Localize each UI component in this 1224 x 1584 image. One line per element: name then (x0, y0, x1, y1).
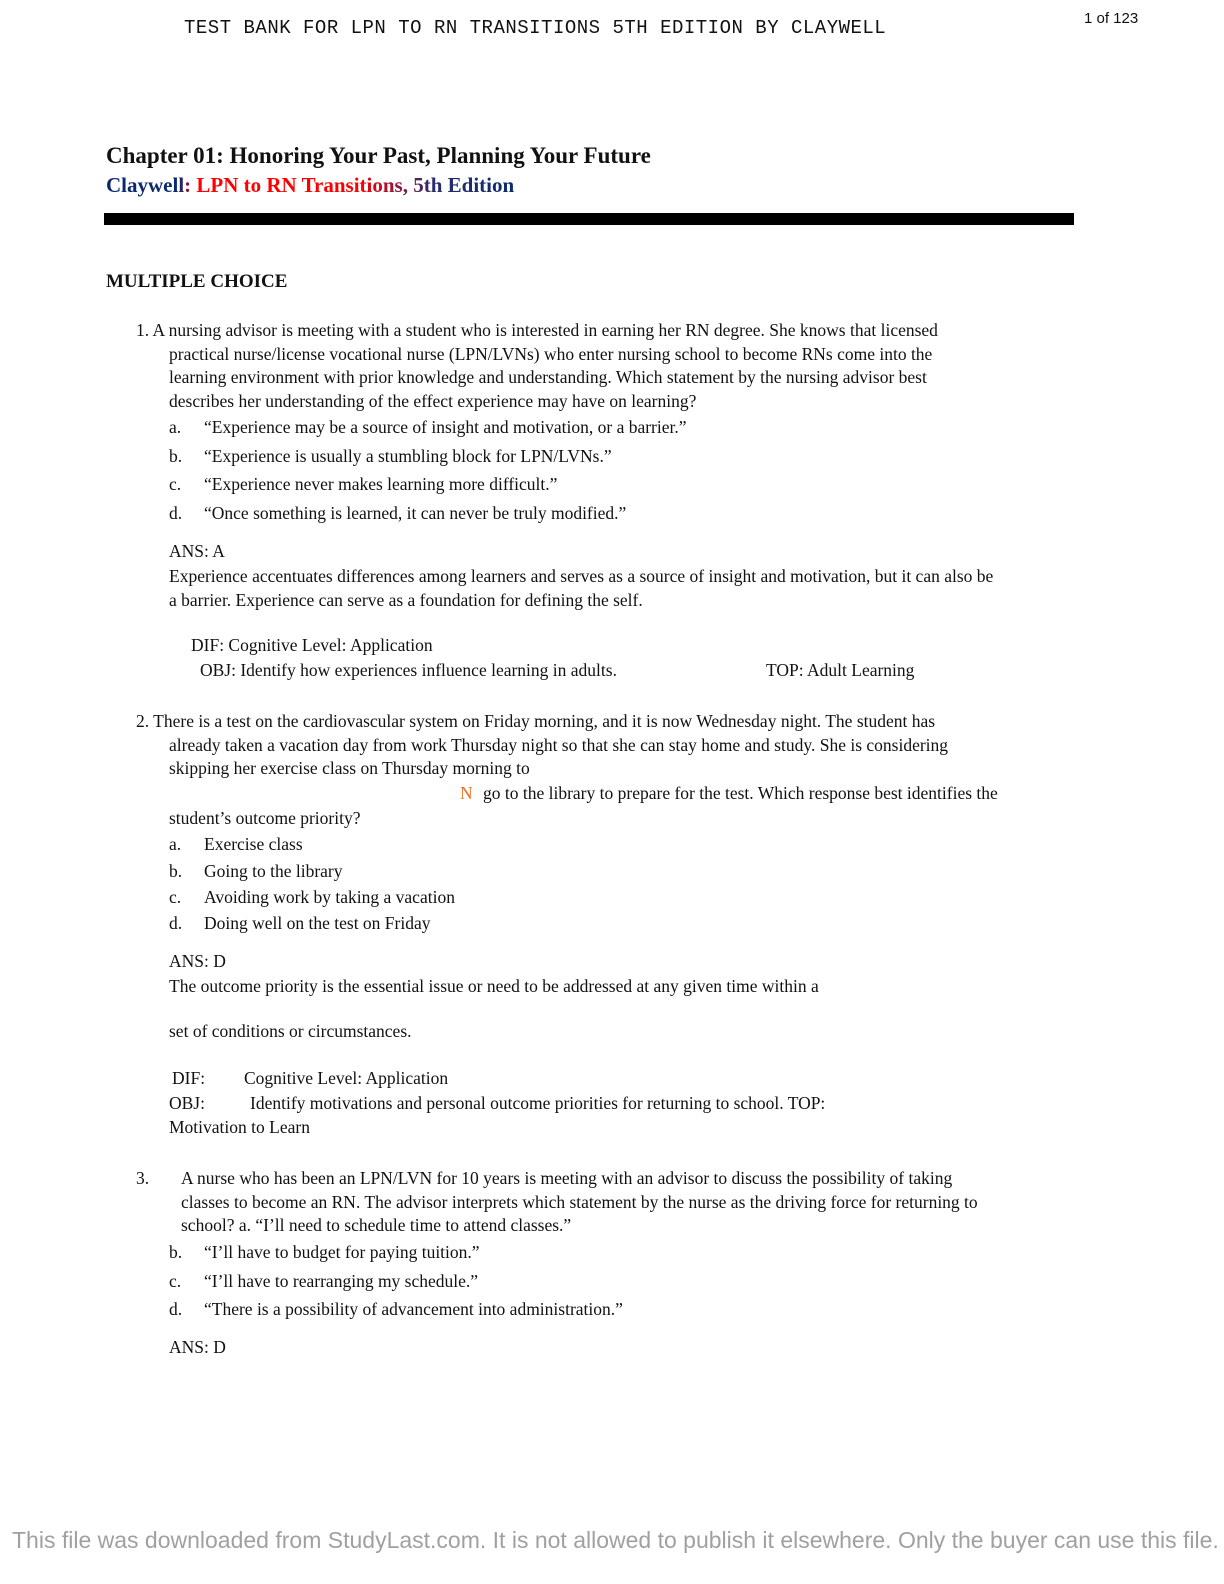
q2-line: skipping her exercise class on Thursday morning to (169, 758, 530, 778)
option-letter: c. (169, 887, 182, 907)
rationale: set of conditions or circumstances. (169, 1021, 412, 1041)
option-text: Going to the library (204, 861, 343, 881)
q1-line: learning environment with prior knowledge and understanding. Which statement by the nursing advisor best (169, 367, 927, 387)
option-text: “Experience is usually a stumbling block for LPN/LVNs.” (204, 446, 612, 466)
q2-line: 2. There is a test on the cardiovascular system on Friday morning, and it is now Wednesday night. The student has (136, 711, 936, 731)
option-text: Doing well on the test on Friday (204, 913, 431, 933)
option-text: “I’ll have to rearranging my schedule.” (204, 1271, 479, 1291)
q2-line: student’s outcome priority? (169, 808, 361, 828)
option-letter: a. (169, 417, 182, 437)
q3-line: A nurse who has been an LPN/LVN for 10 years is meeting with an advisor to discuss the possibility of taking (181, 1168, 953, 1188)
option-letter: c. (169, 474, 182, 494)
rationale: Experience accentuates differences among learners and serves as a source of insight and motivation, but it can also be (169, 566, 994, 586)
rationale: a barrier. Experience can serve as a foundation for defining the self. (169, 590, 643, 610)
topic: TOP: Adult Learning (766, 660, 915, 680)
q3-line: school? a. “I’ll need to schedule time to attend classes.” (181, 1215, 572, 1235)
q3-number: 3. (136, 1168, 150, 1188)
topic: Motivation to Learn (169, 1117, 310, 1137)
answer: ANS: D (169, 951, 226, 971)
divider-rule (104, 213, 1074, 225)
q3-line: classes to become an RN. The advisor interprets which statement by the nurse as the driving force for returning to (181, 1192, 978, 1212)
difficulty-label: DIF: (172, 1068, 206, 1088)
option-text: “Experience never makes learning more difficult.” (204, 474, 558, 494)
answer: ANS: D (169, 1337, 226, 1357)
option-letter: b. (169, 861, 183, 881)
download-notice-footer: This file was downloaded from StudyLast.com. It is not allowed to publish it elsewhere. Only the buyer can use this file. (12, 1527, 1219, 1553)
option-text: “Once something is learned, it can never be truly modified.” (204, 503, 627, 523)
option-text: “Experience may be a source of insight and motivation, or a barrier.” (204, 417, 687, 437)
difficulty: Cognitive Level: Application (244, 1068, 449, 1088)
option-letter: d. (169, 1299, 183, 1319)
chapter-title: Chapter 01: Honoring Your Past, Planning Your Future (106, 143, 651, 168)
option-text: Avoiding work by taking a vacation (204, 887, 455, 907)
rationale: The outcome priority is the essential issue or need to be addressed at any given time within a (169, 976, 819, 996)
option-letter: d. (169, 913, 183, 933)
difficulty: DIF: Cognitive Level: Application (191, 635, 433, 655)
document-header: TEST BANK FOR LPN TO RN TRANSITIONS 5TH EDITION BY CLAYWELL (184, 17, 887, 39)
objective: Identify motivations and personal outcome priorities for returning to school. TOP: (250, 1093, 826, 1113)
answer: ANS: A (169, 541, 225, 561)
objective-label: OBJ: (169, 1093, 205, 1113)
option-text: “I’ll have to budget for paying tuition.” (204, 1242, 480, 1262)
book-subtitle: Claywell: LPN to RN Transitions, 5th Edition (106, 173, 515, 197)
option-letter: b. (169, 1242, 183, 1262)
q1-line: practical nurse/license vocational nurse (LPN/LVNs) who enter nursing school to become RNs come into the (169, 344, 933, 364)
section-heading: MULTIPLE CHOICE (106, 271, 288, 292)
marker: N (460, 783, 473, 803)
q1-line: 1. A nursing advisor is meeting with a student who is interested in earning her RN degree. She knows that licensed (136, 320, 938, 340)
page-number: 1 of 123 (1084, 10, 1139, 27)
q2-line: go to the library to prepare for the test. Which response best identifies the (483, 783, 998, 803)
option-text: “There is a possibility of advancement into administration.” (204, 1299, 623, 1319)
option-letter: a. (169, 834, 182, 854)
option-letter: d. (169, 503, 183, 523)
option-letter: c. (169, 1271, 182, 1291)
option-letter: b. (169, 446, 183, 466)
q2-line: already taken a vacation day from work Thursday night so that she can stay home and study. She is considering (169, 735, 949, 755)
option-text: Exercise class (204, 834, 303, 854)
q1-line: describes her understanding of the effect experience may have on learning? (169, 391, 697, 411)
objective: OBJ: Identify how experiences influence learning in adults. (200, 660, 617, 680)
